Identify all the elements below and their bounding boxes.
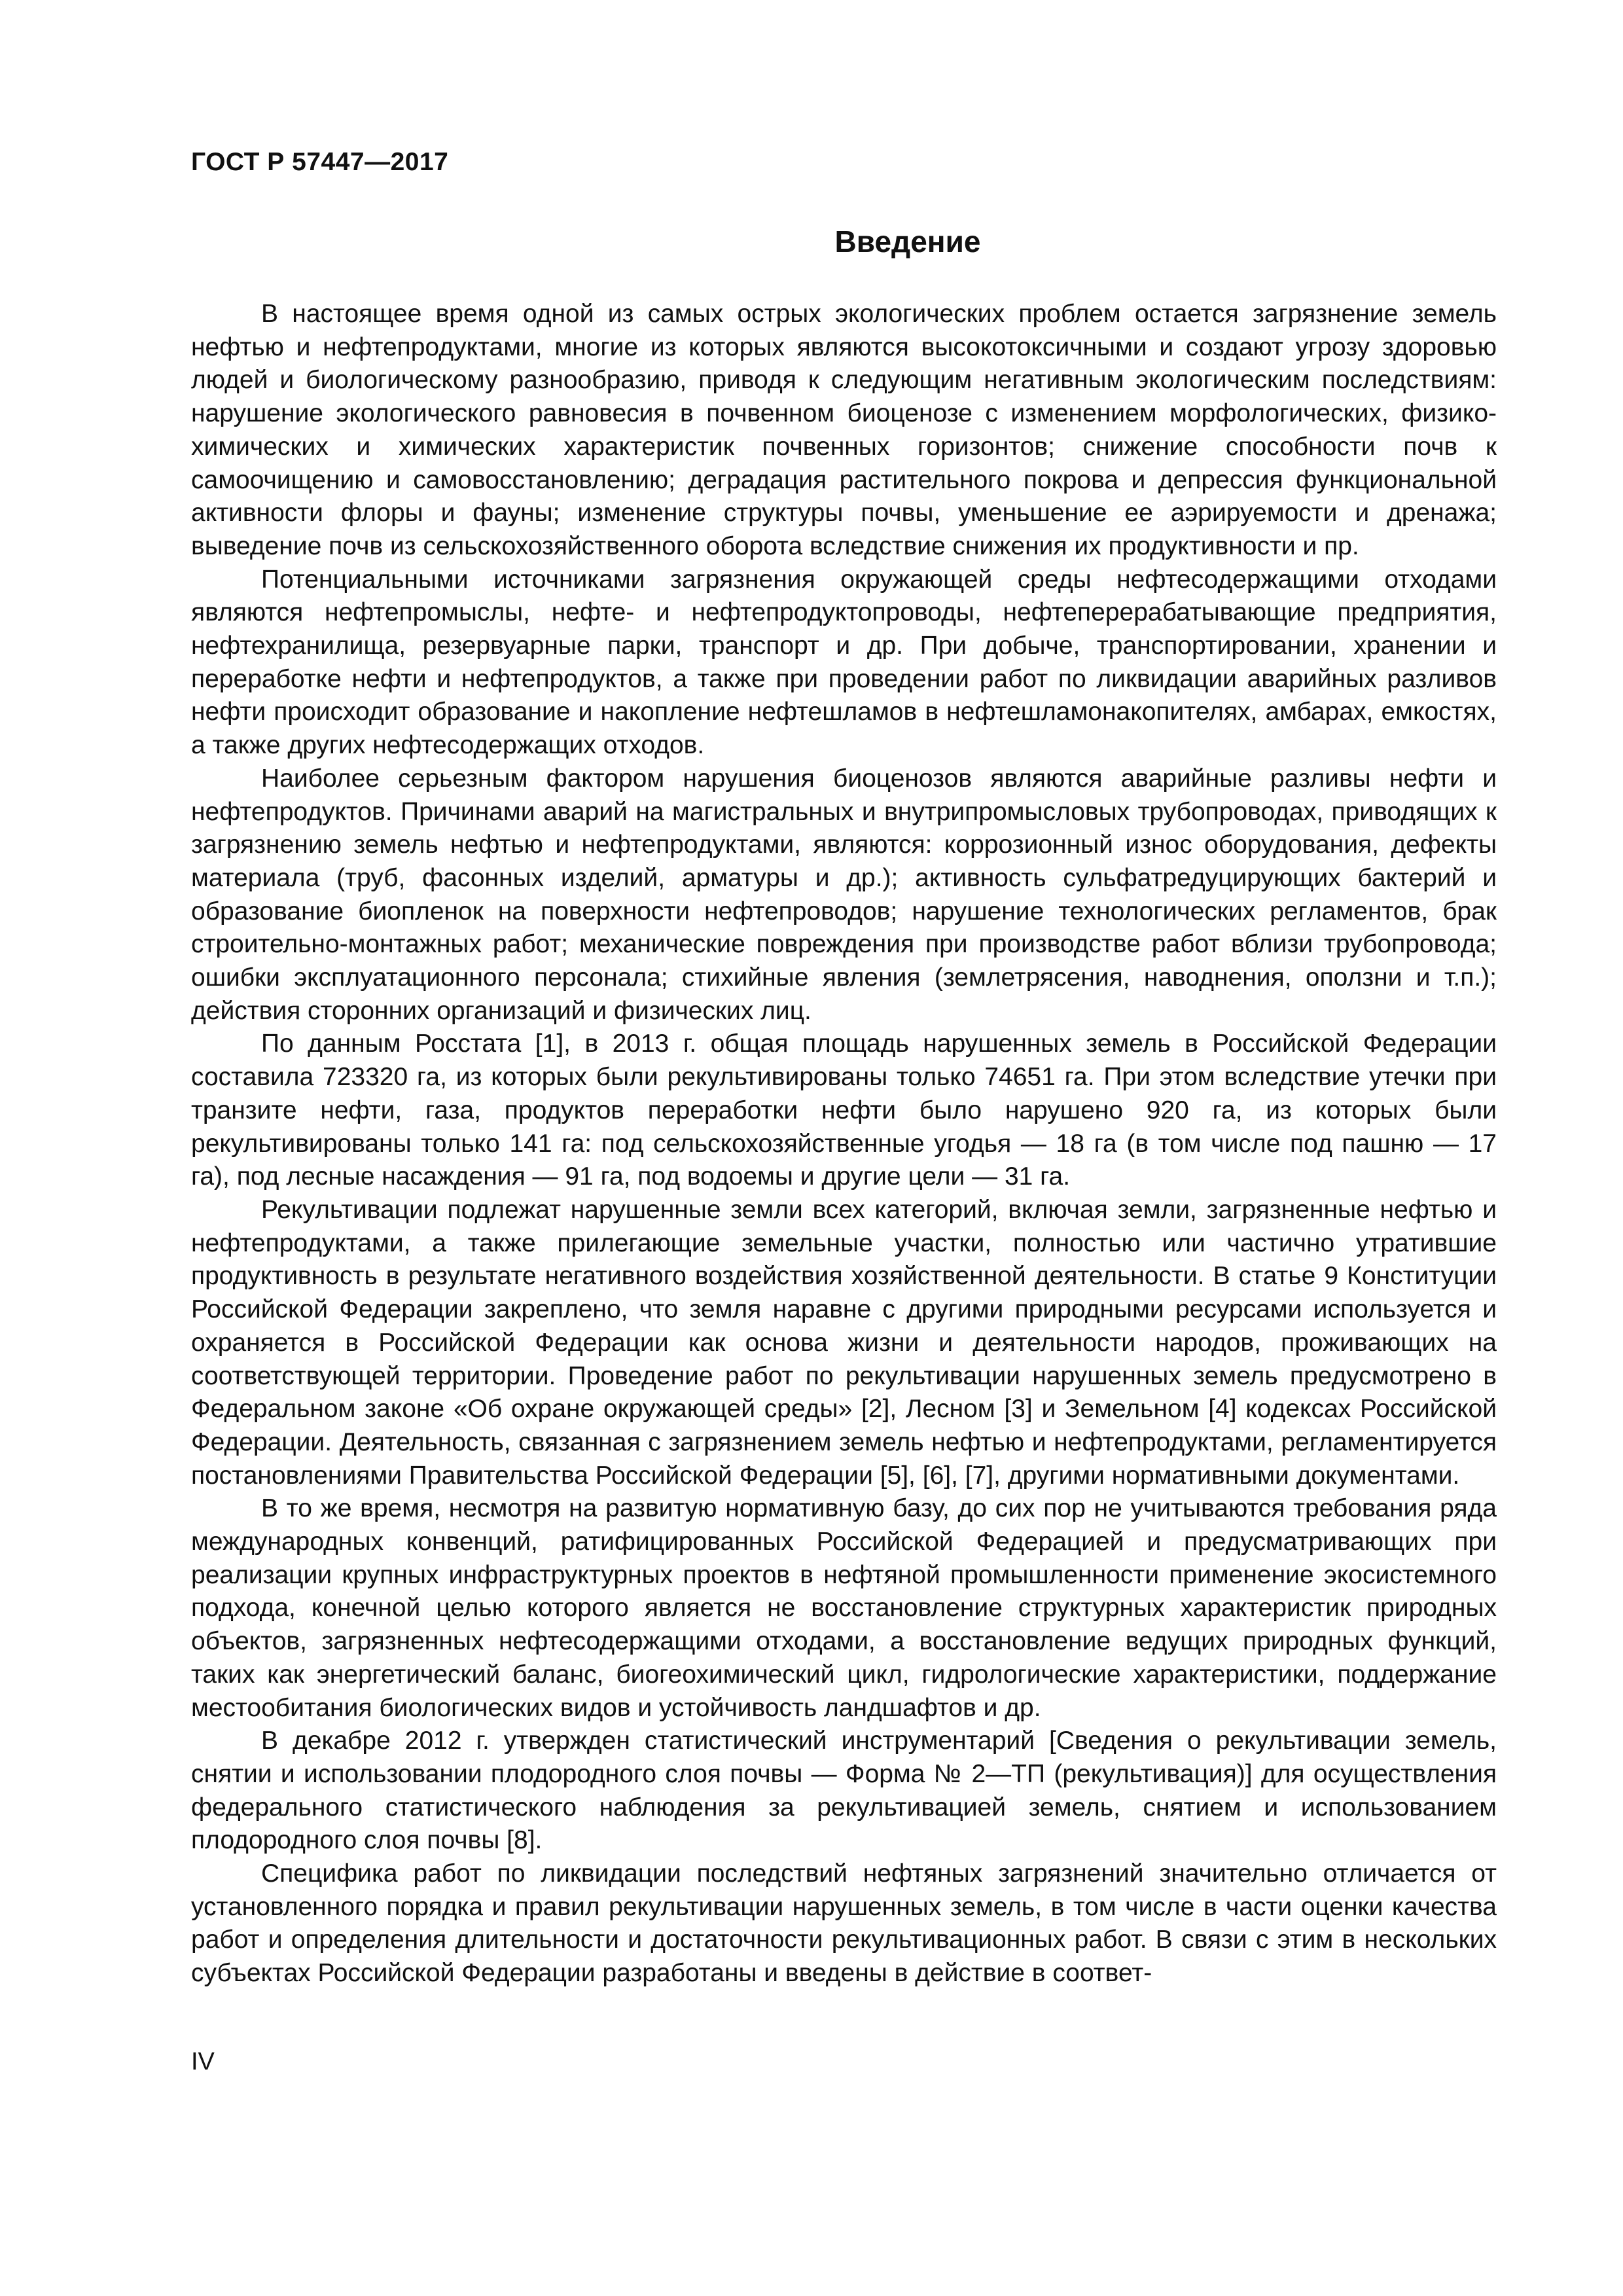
- section-title: Введение: [834, 224, 981, 259]
- paragraph: По данным Росстата [1], в 2013 г. общая площадь нарушенных земель в Российской Федерации составила 723320 га, из которых были рекультивированы только 74651 га. При этом вследствие утечки при транзите нефти, газа, продуктов переработки нефти было нарушено 920 га, из которых были рекультивированы только 141 га: под сельскохозяйственные угодья — 18 га (в том числе под пашню — 17 га), под лесные насаждения — 91 га, под водоемы и другие цели — 31 га.: [191, 1030, 1497, 1191]
- paragraph: Наиболее серьезным фактором нарушения биоценозов являются аварийные разливы нефти и нефтепродуктов. Причинами аварий на магистральных и внутрипромысловых трубопроводах, приводящих к загрязнению земель нефтью и нефтепродуктами, являются: коррозионный износ оборудования, дефекты материала (труб, фасонных изделий, арматуры и др.); активность сульфатредуцирующих бактерий и образование биопленок на поверхности нефтепроводов; нарушение технологических регламентов, брак строительно-монтажных работ; механические повреждения при производстве работ вблизи трубопровода; ошибки эксплуатационного персонала; стихийные явления (землетрясения, наводнения, оползни и т.п.); действия сторонних организаций и физических лиц.: [191, 764, 1497, 1025]
- paragraph: В декабре 2012 г. утвержден статистический инструментарий [Сведения о рекультивации земель, снятии и использовании плодородного слоя почвы — Форма № 2—ТП (рекультивация)] для осуществления федерального статистического наблюдения за рекультивацией земель, снятием и использованием плодородного слоя почвы [8].: [191, 1727, 1497, 1855]
- paragraph: В настоящее время одной из самых острых экологических проблем остается загрязнение земель нефтью и нефтепродуктами, многие из которых являются высокотоксичными и создают угрозу здоровью людей и биологическому разнообразию, приводя к следующим негативным экологическим последствиям: нарушение экологического равновесия в почвенном биоценозе с изменением морфологических, физико-химических и химических характеристик почвенных горизонтов; снижение способности почв к самоочищению и самовосстановлению; деградация растительного покрова и депрессия функциональной активности флоры и фауны; изменение структуры почвы, уменьшение ее аэрируемости и дренажа; выведение почв из сельскохозяйственного оборота вследствие снижения их продуктивности и пр.: [191, 300, 1497, 560]
- paragraph: Рекультивации подлежат нарушенные земли всех категорий, включая земли, загрязненные нефтью и нефтепродуктами, а также прилегающие земельные участки, полностью или частично утратившие продуктивность в результате негативного воздействия хозяйственной деятельности. В статье 9 Конституции Российской Федерации закреплено, что земля наравне с другими природными ресурсами используется и охраняется в Российской Федерации как основа жизни и деятельности народов, проживающих на соответствующей территории. Проведение работ по рекультивации нарушенных земель предусмотрено в Федеральном законе «Об охране окружающей среды» [2], Лесном [3] и Земельном [4] кодексах Российской Федерации. Деятельность, связанная с загрязнением земель нефтью и нефтепродуктами, регламентируется постановлениями Правительства Российской Федерации [5], [6], [7], другими нормативными документами.: [191, 1195, 1497, 1490]
- page-number: IV: [191, 2048, 215, 2075]
- paragraph: Потенциальными источниками загрязнения окружающей среды нефтесодержащими отходами являются нефтепромыслы, нефте- и нефтепродуктопроводы, нефтеперерабатывающие предприятия, нефтехранилища, резервуарные парки, транспорт и др. При добыче, транспортировании, хранении и переработке нефти и нефтепродуктов, а также при проведении работ по ликвидации аварийных разливов нефти происходит образование и накопление нефтешламов в нефтешламонакопителях, амбарах, емкостях, а также других нефтесодержащих отходов.: [191, 565, 1497, 760]
- paragraph: Специфика работ по ликвидации последствий нефтяных загрязнений значительно отличается от установленного порядка и правил рекультивации нарушенных земель, в том числе в части оценки качества работ и определения длительности и достаточности рекультивационных работ. В связи с этим в нескольких субъектах Российской Федерации разработаны и введены в действие в соответ-: [191, 1859, 1497, 1988]
- standard-code-header: ГОСТ Р 57447—2017: [191, 148, 449, 176]
- paragraph: В то же время, несмотря на развитую нормативную базу, до сих пор не учитываются требования ряда международных конвенций, ратифицированных Российской Федерацией и предусматривающих при реализации крупных инфраструктурных проектов в нефтяной промышленности применение экосистемного подхода, конечной целью которого является не восстановление структурных характеристик природных объектов, загрязненных нефтесодержащими отходами, а восстановление ведущих природных функций, таких как энергетический баланс, биогеохимический цикл, гидрологические характеристики, поддержание местообитания биологических видов и устойчивость ландшафтов и др.: [191, 1494, 1497, 1722]
- body-text: [191, 298, 1497, 1990]
